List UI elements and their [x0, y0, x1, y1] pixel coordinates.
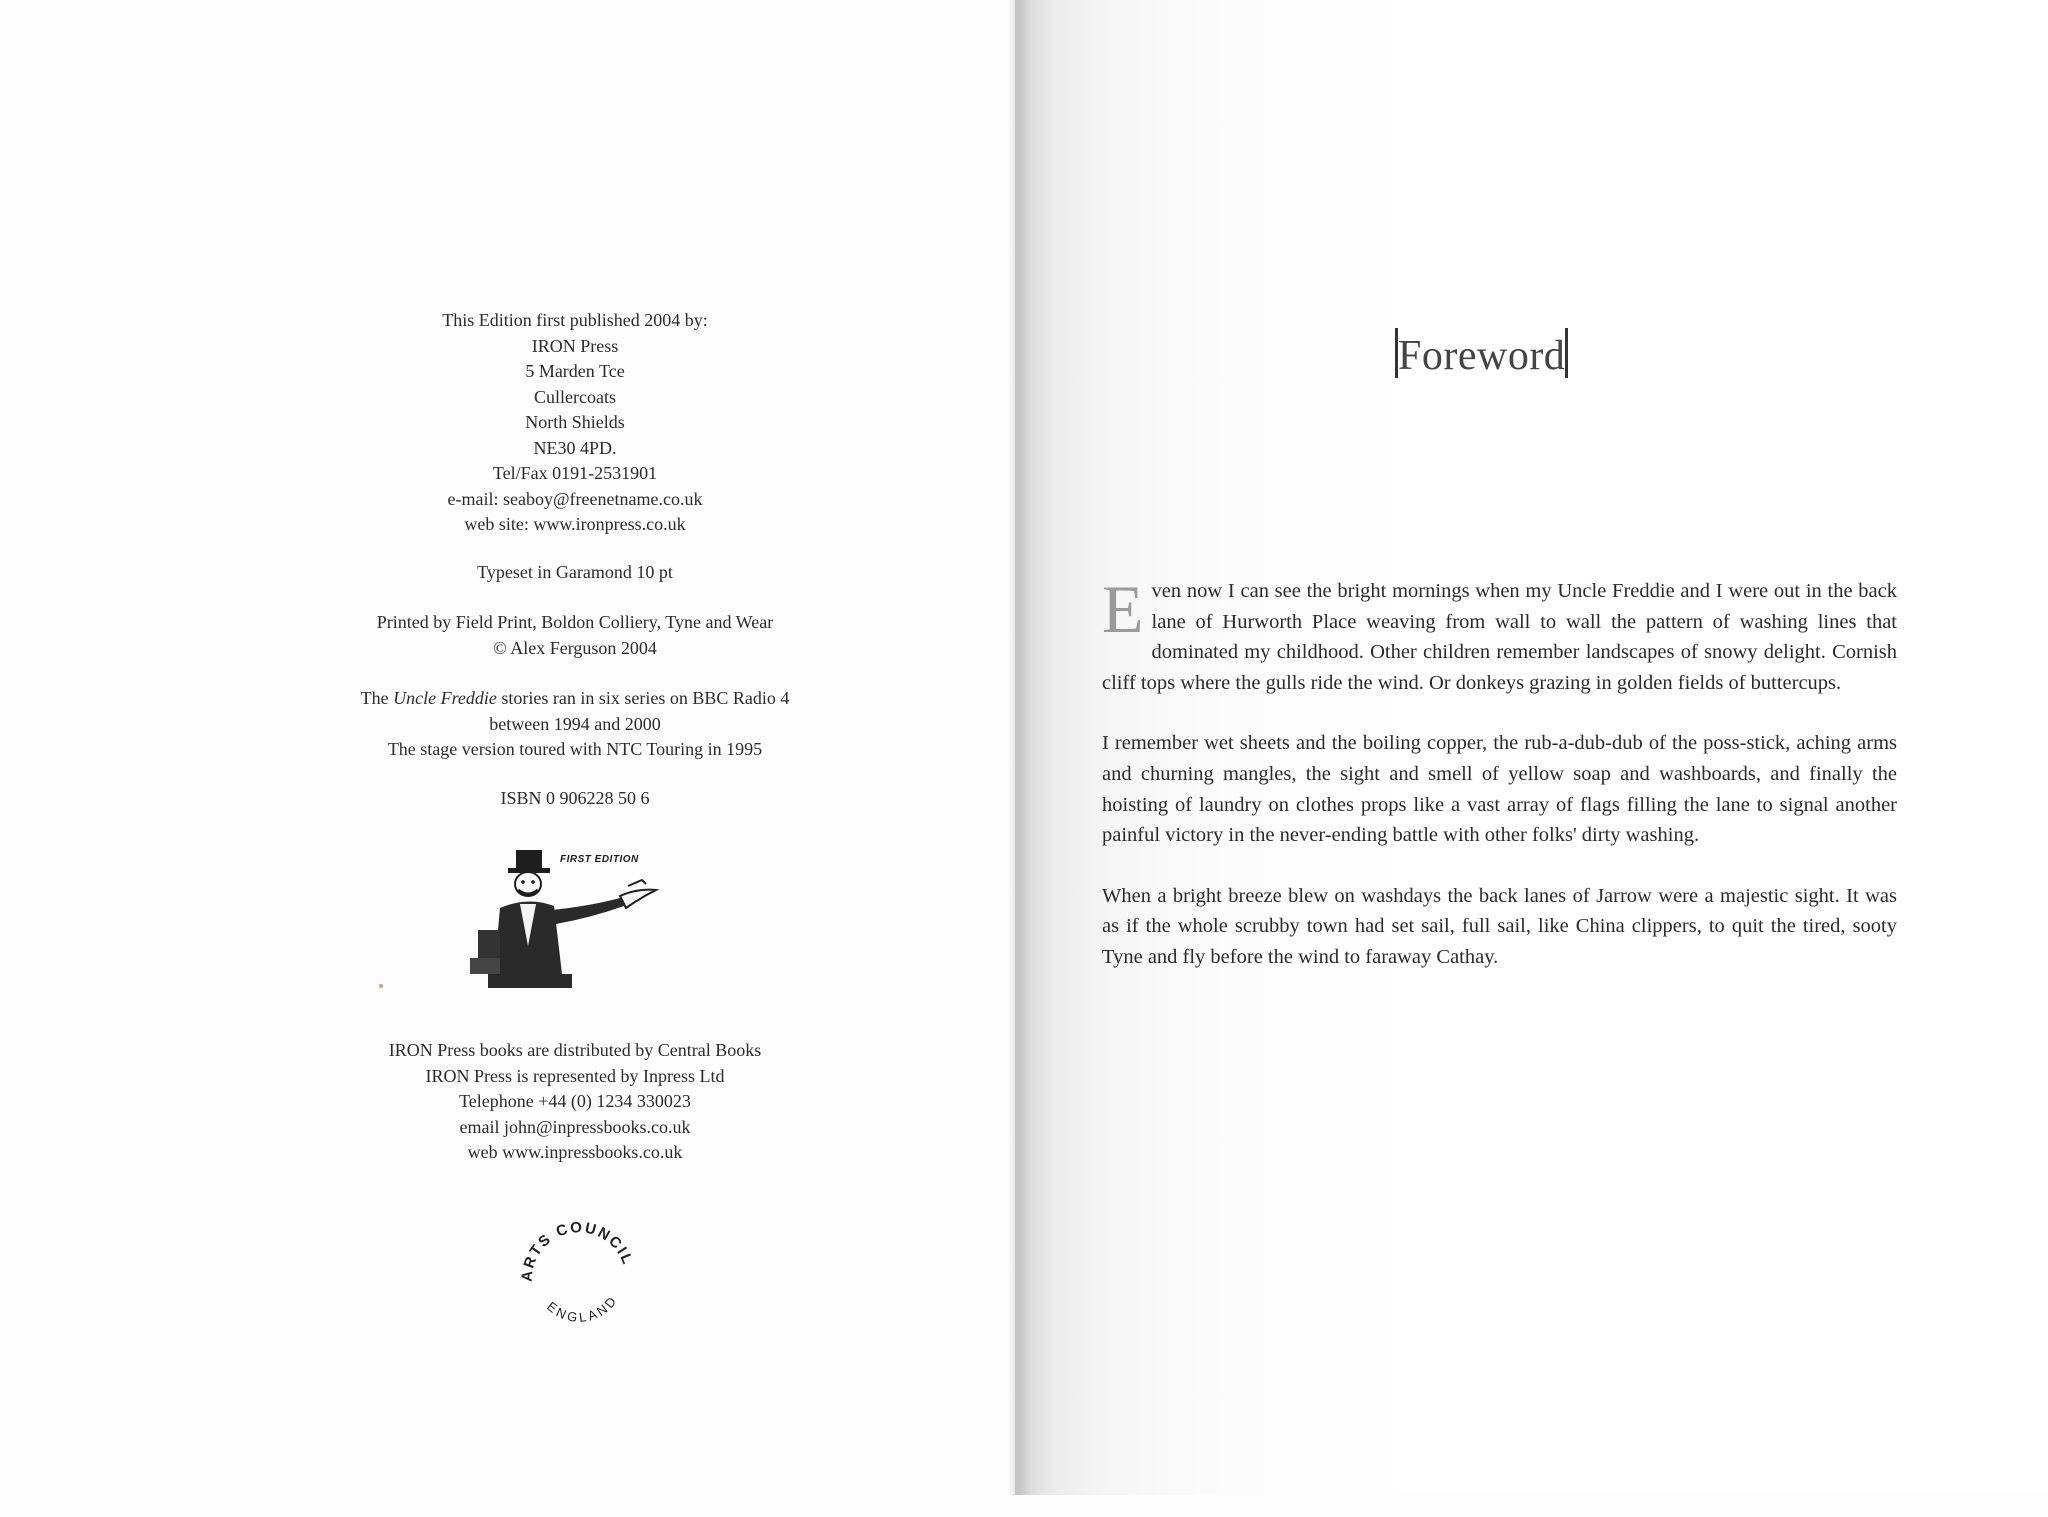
- distribution-line: IRON Press books are distributed by Central Books: [388, 1040, 762, 1060]
- foreword-title: Foreword: [1398, 333, 1566, 379]
- publisher-line: 5 Marden Tce: [525, 361, 625, 381]
- series-title: Uncle Freddie: [393, 688, 497, 708]
- printer-line: Printed by Field Print, Boldon Colliery, Tyne and Wear: [376, 612, 774, 632]
- printer-block: [330, 610, 820, 661]
- scan-edge: [0, 1495, 2048, 1517]
- heading-bar-right: [1565, 328, 1568, 378]
- imprint-page: [0, 0, 1015, 1495]
- typeset-note: [330, 560, 820, 586]
- first-edition-illustration: [470, 846, 680, 996]
- publisher-block: [330, 308, 820, 538]
- gutter-shadow: [1008, 0, 1030, 1495]
- distribution-line: Telephone +44 (0) 1234 330023: [459, 1091, 691, 1111]
- publisher-line: This Edition first published 2004 by:: [442, 310, 708, 330]
- series-prefix: The: [360, 688, 394, 708]
- series-block: [330, 686, 820, 763]
- distribution-line: web www.inpressbooks.co.uk: [467, 1142, 683, 1162]
- arts-council-text: ARTS COUNCIL: [518, 1219, 637, 1283]
- stage-version-line: The stage version toured with NTC Touring in 1995: [387, 739, 763, 759]
- publisher-line: e-mail: seaboy@freenetname.co.uk: [447, 488, 703, 509]
- distribution-line: email john@inpressbooks.co.uk: [459, 1116, 691, 1137]
- publisher-line: Tel/Fax 0191-2531901: [492, 463, 658, 483]
- paper-speck: [379, 984, 383, 988]
- drop-cap: E: [1102, 571, 1144, 647]
- distribution-line: IRON Press is represented by Inpress Ltd: [425, 1065, 725, 1086]
- paragraph-text: ven now I can see the bright mornings when my Uncle Freddie and I were out in the back lane of Hurworth Place weaving from wall to wall the pattern of washing lines that dominated my childhood. Other children remember landscapes of snowy delight. Cornish cliff tops where the gulls ride the wind. Or donkeys grazing in golden fields of buttercups.: [1102, 580, 1897, 694]
- foreword-text: [1102, 571, 1897, 1003]
- publisher-line: Cullercoats: [534, 386, 616, 407]
- foreword-paragraph: [1102, 571, 1897, 698]
- series-suffix: stories ran in six series on BBC Radio 4: [496, 688, 790, 708]
- foreword-heading: [1395, 328, 1568, 380]
- paragraph-text: When a bright breeze blew on washdays the back lanes of Jarrow were a majestic sight. It was as if the whole scrubby town had set sail, full sail, like China clippers, to quit the tired, sooty Tyne and fly before the wind to faraway Cathay.: [1102, 884, 1897, 968]
- svg-text:ARTS COUNCIL: [519, 1219, 637, 1282]
- copyright-line: © Alex Ferguson 2004: [493, 637, 657, 658]
- paragraph-text: I remember wet sheets and the boiling copper, the rub-a-dub-dub of the poss-stick, aching arms and churning mangles, the sight and smell of yellow soap and washboards, and finally the hoisting of laundry on clothes props like a vast array of flags filling the lane to signal another painful victory in the never-ending battle with other folks' dirty washing.: [1102, 732, 1897, 847]
- publisher-line: web site: www.ironpress.co.uk: [464, 514, 686, 534]
- foreword-paragraph: [1102, 728, 1897, 850]
- isbn: [330, 786, 820, 812]
- england-text: ENGLAND: [544, 1291, 621, 1326]
- series-line: [330, 686, 820, 712]
- typeset-line: Typeset in Garamond 10 pt: [477, 562, 673, 582]
- series-years: between 1994 and 2000: [489, 713, 661, 734]
- first-edition-label: FIRST EDITION: [560, 854, 639, 865]
- publisher-line: NE30 4PD.: [533, 437, 617, 458]
- isbn-line: ISBN 0 906228 50 6: [500, 788, 650, 808]
- publisher-line: North Shields: [525, 412, 625, 432]
- arts-council-england-logo: [514, 1208, 644, 1338]
- distribution-block: [330, 1038, 820, 1166]
- foreword-paragraph: [1102, 881, 1897, 973]
- publisher-line: IRON Press: [531, 335, 619, 356]
- svg-text:ENGLAND: [544, 1292, 621, 1325]
